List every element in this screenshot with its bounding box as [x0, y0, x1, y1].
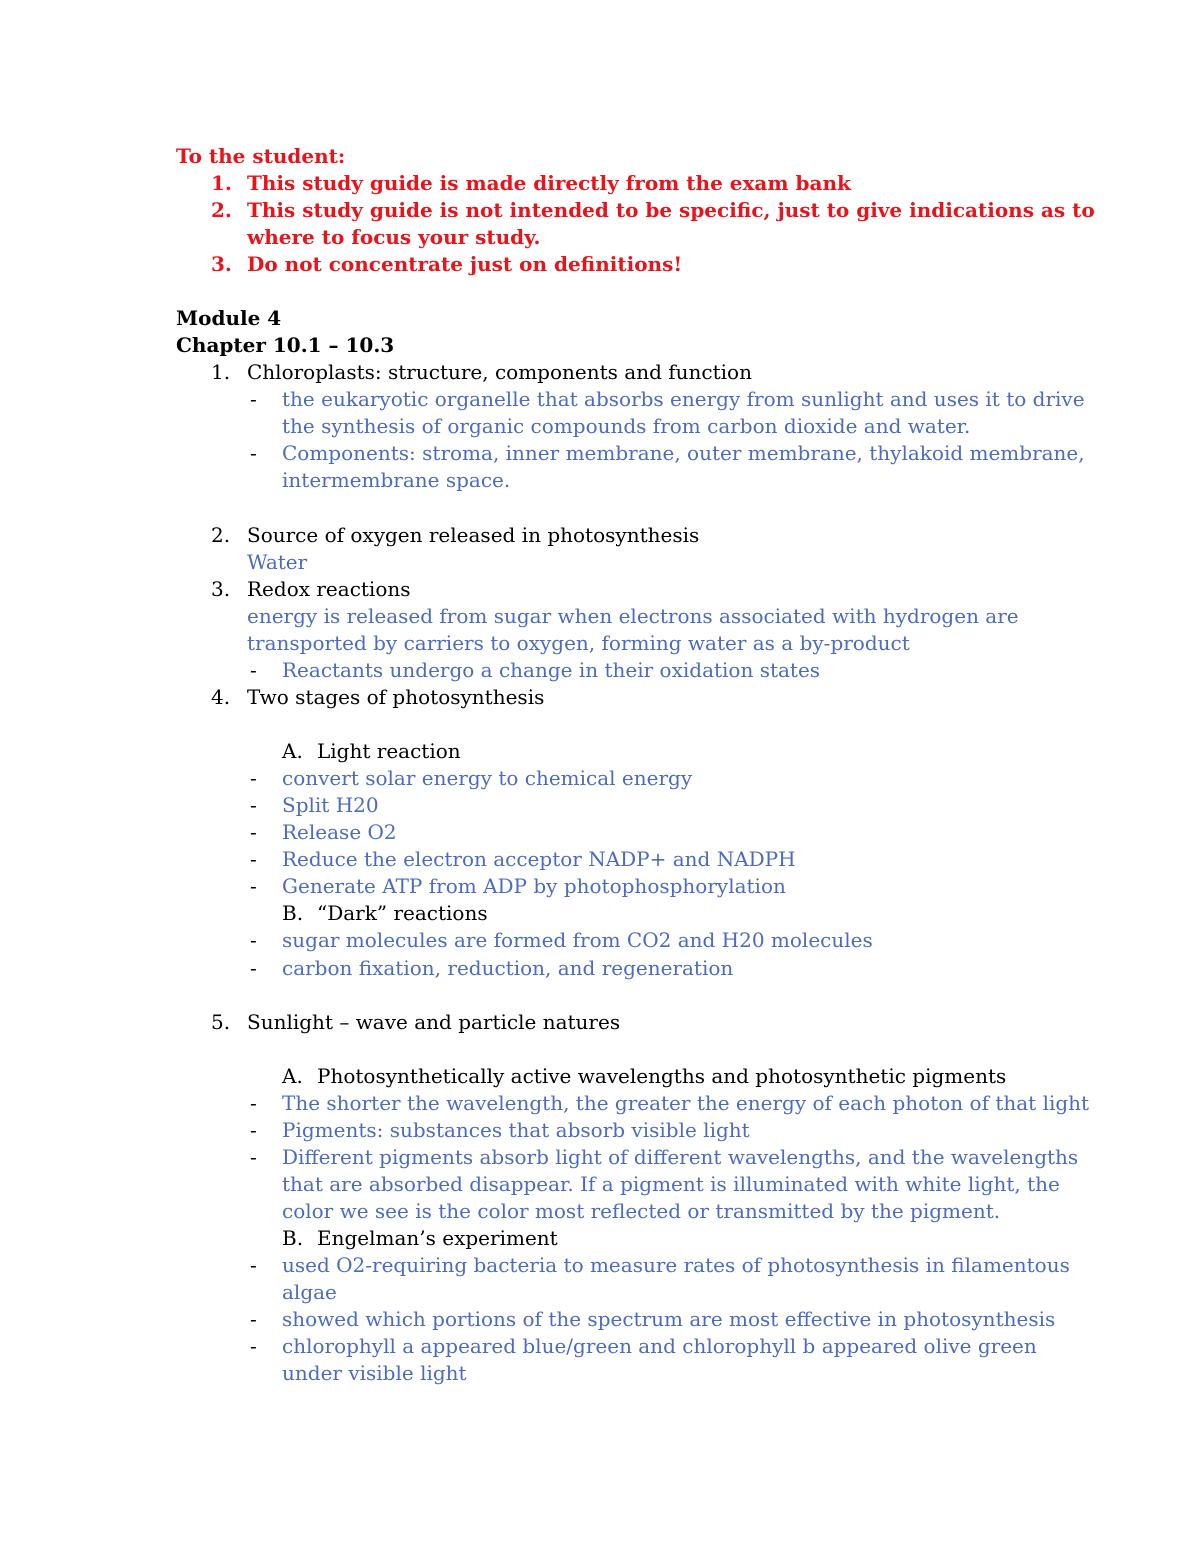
- answer-text: sugar molecules are formed from CO2 and H20 molecules: [282, 928, 873, 952]
- bullet-dash: -: [250, 1091, 257, 1115]
- notice-title: To the student:: [176, 144, 346, 168]
- answer-text: algae: [282, 1280, 337, 1304]
- answer-text: color we see is the color most reflected or transmitted by the pigment.: [282, 1199, 1001, 1223]
- notice-item-text: This study guide is not intended to be specific, just to give indications as to: [247, 198, 1095, 222]
- answer-text: chlorophyll a appeared blue/green and chlorophyll b appeared olive green: [282, 1334, 1037, 1358]
- answer-text: Release O2: [282, 820, 397, 844]
- subtopic-title: “Dark” reactions: [317, 901, 488, 925]
- bullet-dash: -: [250, 874, 257, 898]
- answer-text: Components: stroma, inner membrane, outer membrane, thylakoid membrane,: [282, 441, 1085, 465]
- subtopic-letter: A.: [282, 1064, 303, 1088]
- chapter-title: Chapter 10.1 – 10.3: [176, 333, 395, 357]
- bullet-dash: -: [250, 847, 257, 871]
- answer-text: under visible light: [282, 1361, 467, 1385]
- topic-number: 5.: [211, 1010, 231, 1034]
- bullet-dash: -: [250, 658, 257, 682]
- module-title: Module 4: [176, 306, 282, 330]
- bullet-dash: -: [250, 1334, 257, 1358]
- bullet-dash: -: [250, 1253, 257, 1277]
- answer-text: Reduce the electron acceptor NADP+ and NADPH: [282, 847, 796, 871]
- topic-title: Source of oxygen released in photosynthesis: [247, 523, 700, 547]
- answer-text: Generate ATP from ADP by photophosphorylation: [282, 874, 786, 898]
- answer-text: Different pigments absorb light of different wavelengths, and the wavelengths: [282, 1145, 1079, 1169]
- answer-text: Reactants undergo a change in their oxidation states: [282, 658, 821, 682]
- bullet-dash: -: [250, 956, 257, 980]
- bullet-dash: -: [250, 387, 257, 411]
- notice-item-text-continued: where to focus your study.: [247, 225, 541, 249]
- bullet-dash: -: [250, 1145, 257, 1169]
- notice-item-number: 3.: [211, 252, 232, 276]
- topic-title: Sunlight – wave and particle natures: [247, 1010, 621, 1034]
- answer-text: Split H20: [282, 793, 379, 817]
- topic-title: Two stages of photosynthesis: [247, 685, 545, 709]
- notice-item-text: This study guide is made directly from the exam bank: [247, 171, 851, 195]
- subtopic-title: Engelman’s experiment: [317, 1226, 558, 1250]
- bullet-dash: -: [250, 928, 257, 952]
- answer-text: Water: [247, 550, 308, 574]
- subtopic-title: Photosynthetically active wavelengths and photosynthetic pigments: [317, 1064, 1007, 1088]
- answer-text: carbon fixation, reduction, and regeneration: [282, 956, 734, 980]
- answer-text: that are absorbed disappear. If a pigment is illuminated with white light, the: [282, 1172, 1060, 1196]
- subtopic-letter: B.: [282, 1226, 304, 1250]
- answer-text: Pigments: substances that absorb visible light: [282, 1118, 750, 1142]
- topic-number: 2.: [211, 523, 231, 547]
- subtopic-letter: B.: [282, 901, 304, 925]
- answer-text: intermembrane space.: [282, 468, 511, 492]
- bullet-dash: -: [250, 793, 257, 817]
- answer-text: the eukaryotic organelle that absorbs energy from sunlight and uses it to drive: [282, 387, 1085, 411]
- answer-text: energy is released from sugar when electrons associated with hydrogen are: [247, 604, 1019, 628]
- topic-title: Redox reactions: [247, 577, 411, 601]
- bullet-dash: -: [250, 766, 257, 790]
- subtopic-title: Light reaction: [317, 739, 461, 763]
- topic-number: 3.: [211, 577, 231, 601]
- bullet-dash: -: [250, 1307, 257, 1331]
- answer-text: the synthesis of organic compounds from carbon dioxide and water.: [282, 414, 971, 438]
- topic-title: Chloroplasts: structure, components and function: [247, 360, 752, 384]
- bullet-dash: -: [250, 820, 257, 844]
- answer-text: transported by carriers to oxygen, forming water as a by-product: [247, 631, 910, 655]
- notice-item-number: 1.: [211, 171, 232, 195]
- bullet-dash: -: [250, 1118, 257, 1142]
- topic-number: 4.: [211, 685, 231, 709]
- bullet-dash: -: [250, 441, 257, 465]
- notice-item-text: Do not concentrate just on definitions!: [247, 252, 683, 276]
- subtopic-letter: A.: [282, 739, 303, 763]
- answer-text: used O2-requiring bacteria to measure rates of photosynthesis in filamentous: [282, 1253, 1070, 1277]
- answer-text: showed which portions of the spectrum are most effective in photosynthesis: [282, 1307, 1056, 1331]
- notice-item-number: 2.: [211, 198, 232, 222]
- answer-text: convert solar energy to chemical energy: [282, 766, 693, 790]
- topic-number: 1.: [211, 360, 231, 384]
- answer-text: The shorter the wavelength, the greater the energy of each photon of that light: [282, 1091, 1090, 1115]
